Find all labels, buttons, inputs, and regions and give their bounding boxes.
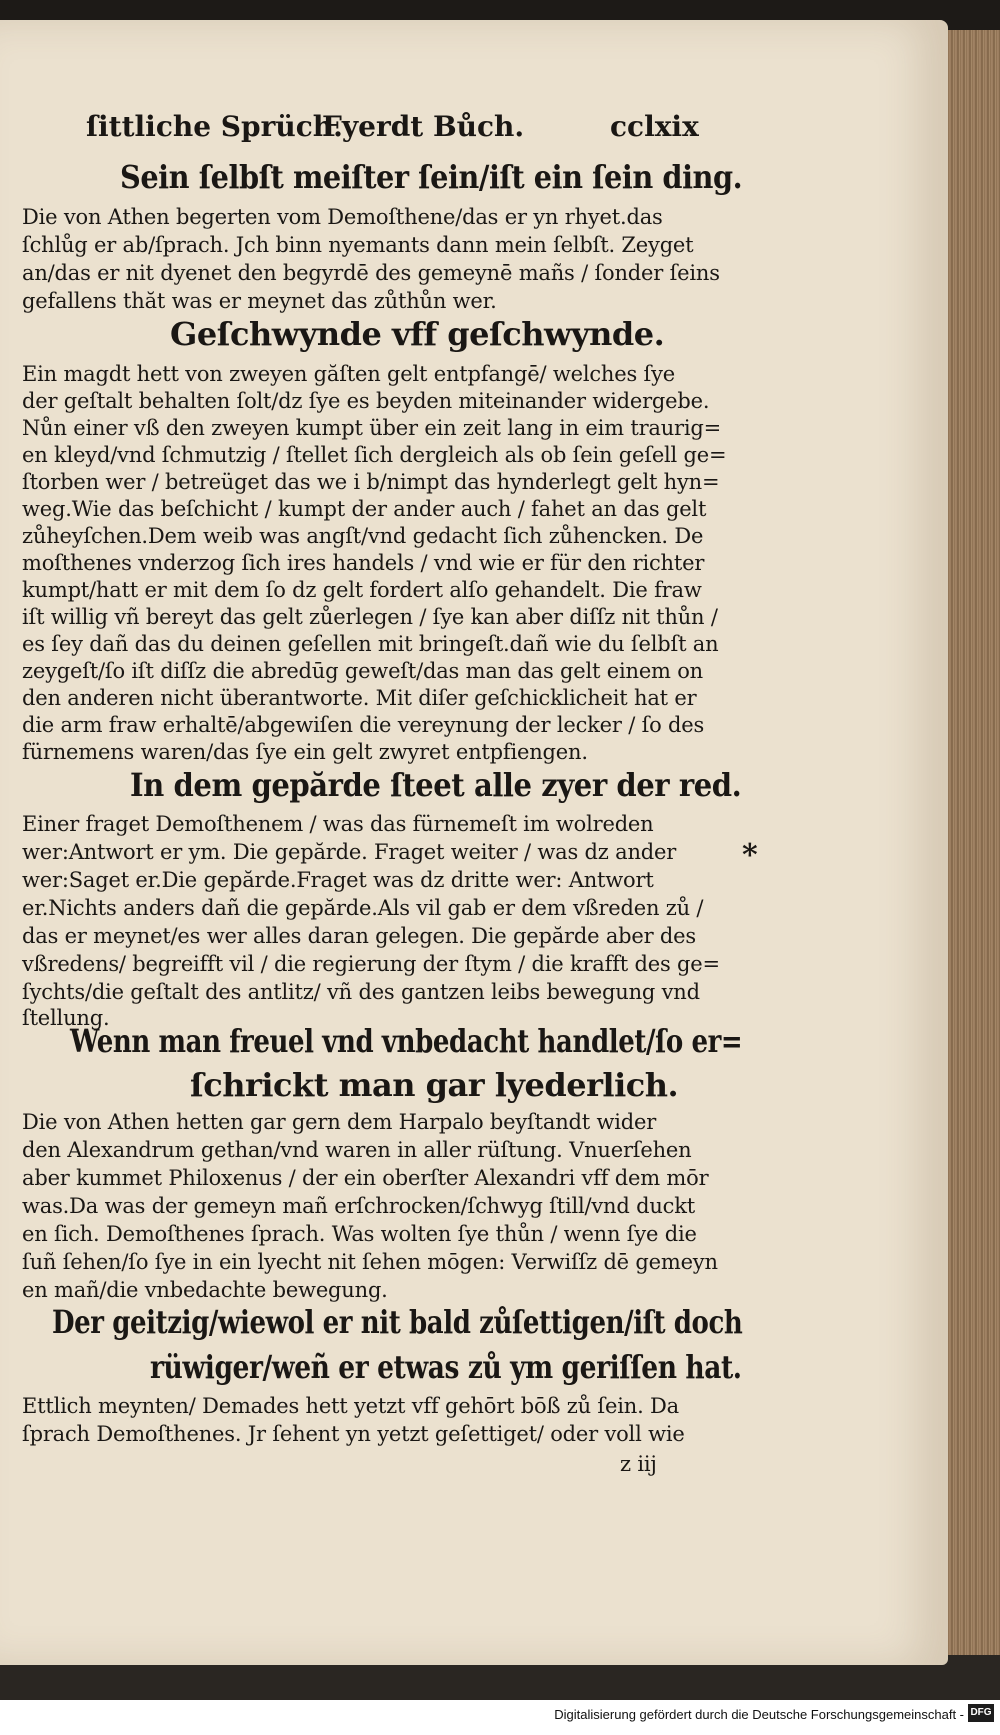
text-line: Die von Athen begerten vom Demoſthene/das er yn rhyet.das: [22, 205, 663, 229]
text-line: der geſtalt behalten ſolt/dz ſye es beyden miteinander widergebe.: [22, 389, 710, 413]
catchword: z iij: [620, 1452, 657, 1476]
text-line: weg.Wie das beſchicht / kumpt der ander auch / fahet an das gelt: [22, 497, 707, 521]
text-line: ſuñ ſehen/ſo ſye in ein lyecht nit ſehen mōgen: Verwiſſz dē gemeyn: [22, 1250, 718, 1274]
text-line: ſtorben wer / betreüget das we i b/nimpt das hynderlegt gelt hyn=: [22, 470, 720, 494]
text-line: kumpt/hatt er mit dem ſo dz gelt fordert alſo gehandelt. Die fraw: [22, 578, 702, 602]
text-line: ſtellung.: [22, 1006, 110, 1030]
margin-asterisk: *: [742, 838, 758, 873]
dfg-logo: DFG: [968, 1704, 994, 1722]
text-line: gefallens thăt was er meynet das zůthůn wer.: [22, 289, 497, 313]
text-line: fürnemens waren/das ſye ein gelt zwyret entpfiengen.: [22, 740, 588, 764]
text-line: Nůn einer vß den zweyen kumpt über ein zeit lang in eim traurig=: [22, 416, 722, 440]
text-line: Einer fraget Demoſthenem / was das fürnemeſt im wolreden: [22, 812, 654, 836]
text-line: iſt willig vñ bereyt das gelt zůerlegen / ſye kan aber diſſz nit thůn /: [22, 605, 718, 629]
running-head-center: Fyerdt Bůch.: [322, 110, 525, 143]
running-head-left: ſittliche Sprüch.: [86, 110, 343, 143]
text-line: ſychts/die geſtalt des antlitz/ vñ des gantzen leibs bewegung vnd: [22, 980, 700, 1004]
text-line: en ſich. Demoſthenes ſprach. Was wolten ſye thůn / wenn ſye die: [22, 1222, 697, 1246]
text-line: Die von Athen hetten gar gern dem Harpalo beyſtandt wider: [22, 1110, 657, 1134]
text-line: en kleyd/vnd ſchmutzig / ſtellet ſich dergleich als ob ſein geſell ge=: [22, 443, 727, 467]
footer-credit: Digitalisierung gefördert durch die Deutsche Forschungsgemeinschaft -: [554, 1707, 964, 1722]
section-heading: Wenn man freuel vnd vnbedacht handlet/ſo er=: [70, 1022, 743, 1060]
text-line: zeygeſt/ſo iſt diſſz die abredūg geweſt/das man das gelt einem on: [22, 659, 704, 683]
text-line: aber kummet Philoxenus / der ein oberſter Alexandri vff dem mōr: [22, 1166, 709, 1190]
text-line: was.Da was der gemeyn mañ erſchrocken/ſchwyg ſtill/vnd duckt: [22, 1194, 695, 1218]
section-heading-cont: rüwiger/weñ er etwas zů ym geriſſen hat.: [150, 1348, 742, 1386]
text-line: den anderen nicht überantworte. Mit diſer geſchicklicheit hat er: [22, 686, 697, 710]
text-line: vßredens/ begreifft vil / die regierung der ſtym / die krafft des ge=: [22, 952, 720, 976]
section-heading: Sein ſelbſt meiſter ſein/iſt ein ſein ding.: [120, 158, 743, 196]
text-line: wer:Antwort er ym. Die gepărde. Fraget weiter / was dz ander: [22, 840, 677, 864]
text-line: den Alexandrum gethan/vnd waren in aller rüſtung. Vnuerſehen: [22, 1138, 692, 1162]
section-heading: Geſchwynde vff geſchwynde.: [170, 315, 665, 353]
text-line: das er meynet/es wer alles daran gelegen. Die gepărde aber des: [22, 924, 696, 948]
text-line: en mañ/die vnbedachte bewegung.: [22, 1278, 388, 1302]
text-line: Ettlich meynten/ Demades hett yetzt vff gehōrt bōß zů ſein. Da: [22, 1394, 679, 1418]
text-line: die arm fraw erhaltē/abgewiſen die vereynung der lecker / ſo des: [22, 713, 705, 737]
text-line: ſchlůg er ab/ſprach. Jch binn nyemants dann mein ſelbſt. Zeyget: [22, 233, 694, 257]
folio-number: cclxix: [610, 110, 699, 143]
text-line: moſthenes vnderzog ſich ires handels / vnd wie er für den richter: [22, 551, 705, 575]
section-heading: In dem gepărde ſteet alle zyer der red.: [130, 766, 742, 804]
text-line: Ein magdt hett von zweyen găſten gelt entpfangē/ welches ſye: [22, 362, 675, 386]
section-heading-cont: ſchrickt man gar lyederlich.: [190, 1066, 679, 1104]
text-line: an/das er nit dyenet den begyrdē des gemeynē mañs / ſonder ſeins: [22, 261, 720, 285]
text-line: er.Nichts anders dañ die gepărde.Als vil gab er dem vßreden zů /: [22, 896, 704, 920]
text-line: wer:Saget er.Die gepărde.Fraget was dz dritte wer: Antwort: [22, 868, 654, 892]
text-line: zůheyſchen.Dem weib was angſt/vnd gedacht ſich zůhencken. De: [22, 524, 704, 548]
text-line: es ſey dañ das du deinen geſellen mit bringeſt.dañ wie du ſelbſt an: [22, 632, 719, 656]
section-heading: Der geitzig/wiewol er nit bald zůſettigen/iſt doch: [52, 1303, 743, 1341]
text-line: ſprach Demoſthenes. Jr ſehent yn yetzt geſettiget/ oder voll wie: [22, 1422, 685, 1446]
